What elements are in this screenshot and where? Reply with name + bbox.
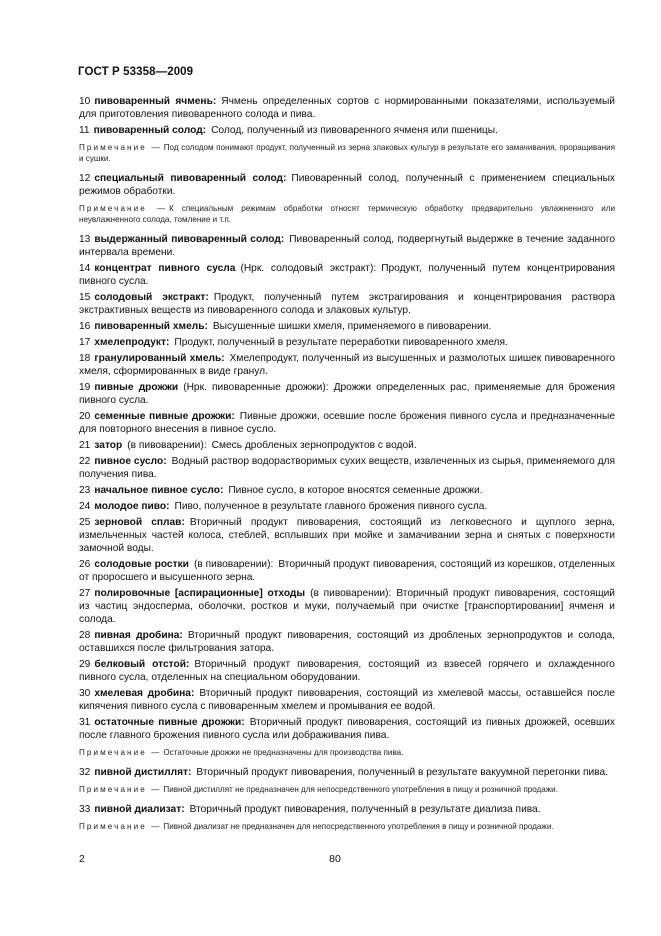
term-entry (79, 558, 615, 584)
term-entry (79, 352, 615, 378)
term-name: пивные дрожжи (94, 382, 179, 393)
term-definition: Вторичный продукт пивоварения, состоящий из дробленых зернопродуктов и солода, оставшихся после фильтрования затора. (79, 630, 616, 654)
note-label: Примечание — (79, 143, 162, 152)
term-entry (79, 716, 615, 742)
center-page-number: 80 (329, 853, 341, 865)
term-name: пивоваренный солод: (93, 125, 207, 136)
term-definition: Вторичный продукт пивоварения, полученный в результате диализа пива. (189, 804, 541, 815)
term-name: специальный пивоваренный солод: (94, 173, 287, 184)
term-definition: Вторичный продукт пивоварения, состоящий из легковесного и щуплого зерна, измельченных частей колоса, стеблей, всплывших при мойке и замачивании зерна и снятых с поверхности замочной воды. (79, 517, 615, 554)
term-number: 32 (79, 767, 91, 778)
term-number: 31 (79, 717, 91, 728)
term-number: 33 (79, 804, 91, 815)
term-name: хмелевая дробина: (94, 688, 195, 699)
term-number: 24 (79, 501, 91, 512)
term-name: начальное пивное сусло: (94, 485, 224, 496)
term-name: затор (94, 440, 123, 451)
term-qualifier: (Нрк. пивоваренные дрожжи): (183, 382, 329, 393)
term-number: 26 (79, 559, 91, 570)
term-number: 28 (79, 630, 91, 641)
term-qualifier: (Нрк. солодовый экстракт): (240, 263, 377, 274)
term-definition: Высушенные шишки хмеля, применяемого в пивоварении. (212, 321, 492, 332)
term-name: пивоваренный хмель: (94, 321, 208, 332)
term-number: 19 (79, 382, 91, 393)
term-name: пивное сусло: (94, 456, 167, 467)
term-definition: Хмелепродукт, полученный из высушенных и размолотых шишек пивоваренного хмеля, сформированных в виде гранул. (79, 353, 615, 377)
term-number: 10 (79, 96, 91, 107)
note-paragraph (79, 142, 615, 164)
term-definition: Вторичный продукт пивоварения, состоящий из хмелевой массы, оставшейся после кипячения пивного сусла с пивоваренным хмелем и промывания ее водой. (79, 688, 616, 712)
term-number: 20 (79, 411, 91, 422)
term-definition: Пивное сусло, в которое вносятся семенные дрожжи. (228, 485, 483, 496)
term-number: 12 (79, 173, 91, 184)
term-number: 16 (79, 321, 91, 332)
term-name: полировочные [аспирационные] отходы (94, 588, 306, 599)
term-definition: Водный раствор водорастворимых сухих веществ, извлеченных из сырья, применяемого для получения пива. (79, 456, 616, 480)
term-name: белковый отстой: (94, 659, 190, 670)
term-number: 23 (79, 485, 91, 496)
term-name: пивоваренный ячмень: (94, 96, 217, 107)
note-paragraph (79, 821, 615, 832)
note-text: Остаточные дрожжи не предназначены для производства пива. (163, 748, 404, 757)
term-entry (79, 124, 615, 137)
term-number: 17 (79, 337, 91, 348)
term-entry (79, 262, 615, 288)
term-definition: Ячмень определенных сортов с нормированными показателями, используемый для приготовления пивоваренного солода и пива. (79, 96, 615, 120)
term-entry (79, 516, 615, 555)
term-qualifier: (в пивоварении): (127, 440, 207, 451)
note-paragraph (79, 784, 615, 795)
term-entry (79, 766, 615, 779)
term-entry (79, 687, 615, 713)
term-definition: Пиво, полученное в результате главного брожения пивного сусла. (174, 501, 488, 512)
term-entry (79, 587, 615, 626)
note-paragraph (79, 203, 615, 225)
term-number: 13 (79, 234, 91, 245)
term-number: 27 (79, 588, 91, 599)
term-name: хмелепродукт: (94, 337, 170, 348)
note-paragraph (79, 747, 615, 758)
term-name: гранулированный хмель: (94, 353, 225, 364)
term-number: 15 (79, 292, 91, 303)
term-entry (79, 658, 615, 684)
note-text: Пивной дистиллят не предназначен для непосредственного употребления в пищу и розничной продажи. (163, 785, 558, 794)
term-definition: Вторичный продукт пивоварения, состоящий из взвесей горячего и охлажденного пивного сусла, отделенных на специальном оборудовании. (79, 659, 615, 683)
term-name: молодое пиво: (94, 501, 170, 512)
note-text: Пивной диализат не предназначен для непосредственного употребления в пищу и розничной продажи. (163, 822, 554, 831)
term-definition: Вторичный продукт пивоварения, состоящий из пивных дрожжей, осевших после главного брожения пивного сусла или дображивания пива. (79, 717, 615, 741)
term-name: выдержанный пивоваренный солод: (94, 234, 285, 245)
term-qualifier: (в пивоварении): (310, 588, 392, 599)
term-definition: Пивоваренный солод, полученный с применением специальных режимов обработки. (79, 173, 616, 197)
term-definition: Продукт, полученный путем экстрагирования и концентрирования раствора экстрактивных веществ из пивоваренного солода и злаковых культур. (79, 292, 616, 316)
term-entry (79, 439, 615, 452)
term-number: 21 (79, 440, 91, 451)
term-definition: Вторичный продукт пивоварения, состоящий из корешков, отделенных от проросшего и высушенного зерна. (79, 559, 615, 583)
term-definition: Пивоваренный солод, подвергнутый выдержке в течение заданного интервала времени. (79, 234, 615, 258)
term-definition: Дрожжи определенных рас, применяемые для брожения пивного сусла. (79, 382, 615, 406)
term-entry (79, 381, 615, 407)
term-definition: Смесь дробленых зернопродуктов с водой. (211, 440, 417, 451)
note-text: К специальным режимам обработки относят термическую обработку предварительно увлажненного или неувлажненного солода, томление и т.п. (79, 204, 615, 224)
term-entry (79, 410, 615, 436)
term-name: семенные пивные дрожжи: (94, 411, 235, 422)
term-definition: Продукт, полученный в результате переработки пивоваренного хмеля. (174, 337, 508, 348)
term-entry (79, 291, 615, 317)
term-entry (79, 336, 615, 349)
note-label: Примечание — (79, 204, 168, 213)
term-definition: Пивные дрожжи, осевшие после брожения пивного сусла и предназначенные для повторного внесения в пивное сусло. (79, 411, 615, 435)
term-definition: Вторичный продукт пивоварения, состоящий из частиц эндосперма, оболочки, ростков и муки, получаемый при очистке [транспортировании] ячменя и солода. (79, 588, 615, 625)
term-name: зерновой сплав: (94, 517, 185, 528)
term-number: 25 (79, 517, 91, 528)
term-entry (79, 629, 615, 655)
term-name: солодовые ростки (94, 559, 189, 570)
note-label: Примечание — (79, 785, 162, 794)
term-number: 11 (79, 125, 90, 136)
term-entry (79, 95, 615, 121)
term-entry (79, 172, 615, 198)
term-number: 22 (79, 456, 91, 467)
note-text: Под солодом понимают продукт, полученный из зерна злаковых культур в результате его замачивания, проращивания и сушки. (79, 143, 615, 163)
term-number: 30 (79, 688, 91, 699)
term-entry (79, 484, 615, 497)
page-number: 2 (79, 853, 85, 865)
term-number: 14 (79, 263, 91, 274)
term-name: пивной диализат: (94, 804, 185, 815)
term-entry (79, 233, 615, 259)
terms-list (79, 95, 615, 840)
term-name: пивная дробина: (94, 630, 183, 641)
term-definition: Солод, полученный из пивоваренного ячменя или пшеницы. (211, 125, 498, 136)
term-number: 18 (79, 353, 91, 364)
term-qualifier: (в пивоварении): (193, 559, 274, 570)
term-number: 29 (79, 659, 91, 670)
term-entry (79, 455, 615, 481)
term-name: солодовый экстракт: (94, 292, 209, 303)
term-name: остаточные пивные дрожжи: (94, 717, 245, 728)
note-label: Примечание — (79, 748, 162, 757)
note-label: Примечание — (79, 822, 162, 831)
term-entry (79, 803, 615, 816)
term-definition: Вторичный продукт пивоварения, полученный в результате вакуумной перегонки пива. (196, 767, 608, 778)
term-name: концентрат пивного сусла (94, 263, 236, 274)
term-definition: Продукт, полученный путем концентрирования пивного сусла. (79, 263, 615, 287)
term-name: пивной дистиллят: (94, 767, 192, 778)
term-entry (79, 320, 615, 333)
document-header: ГОСТ Р 53358—2009 (78, 66, 194, 78)
term-entry (79, 500, 615, 513)
